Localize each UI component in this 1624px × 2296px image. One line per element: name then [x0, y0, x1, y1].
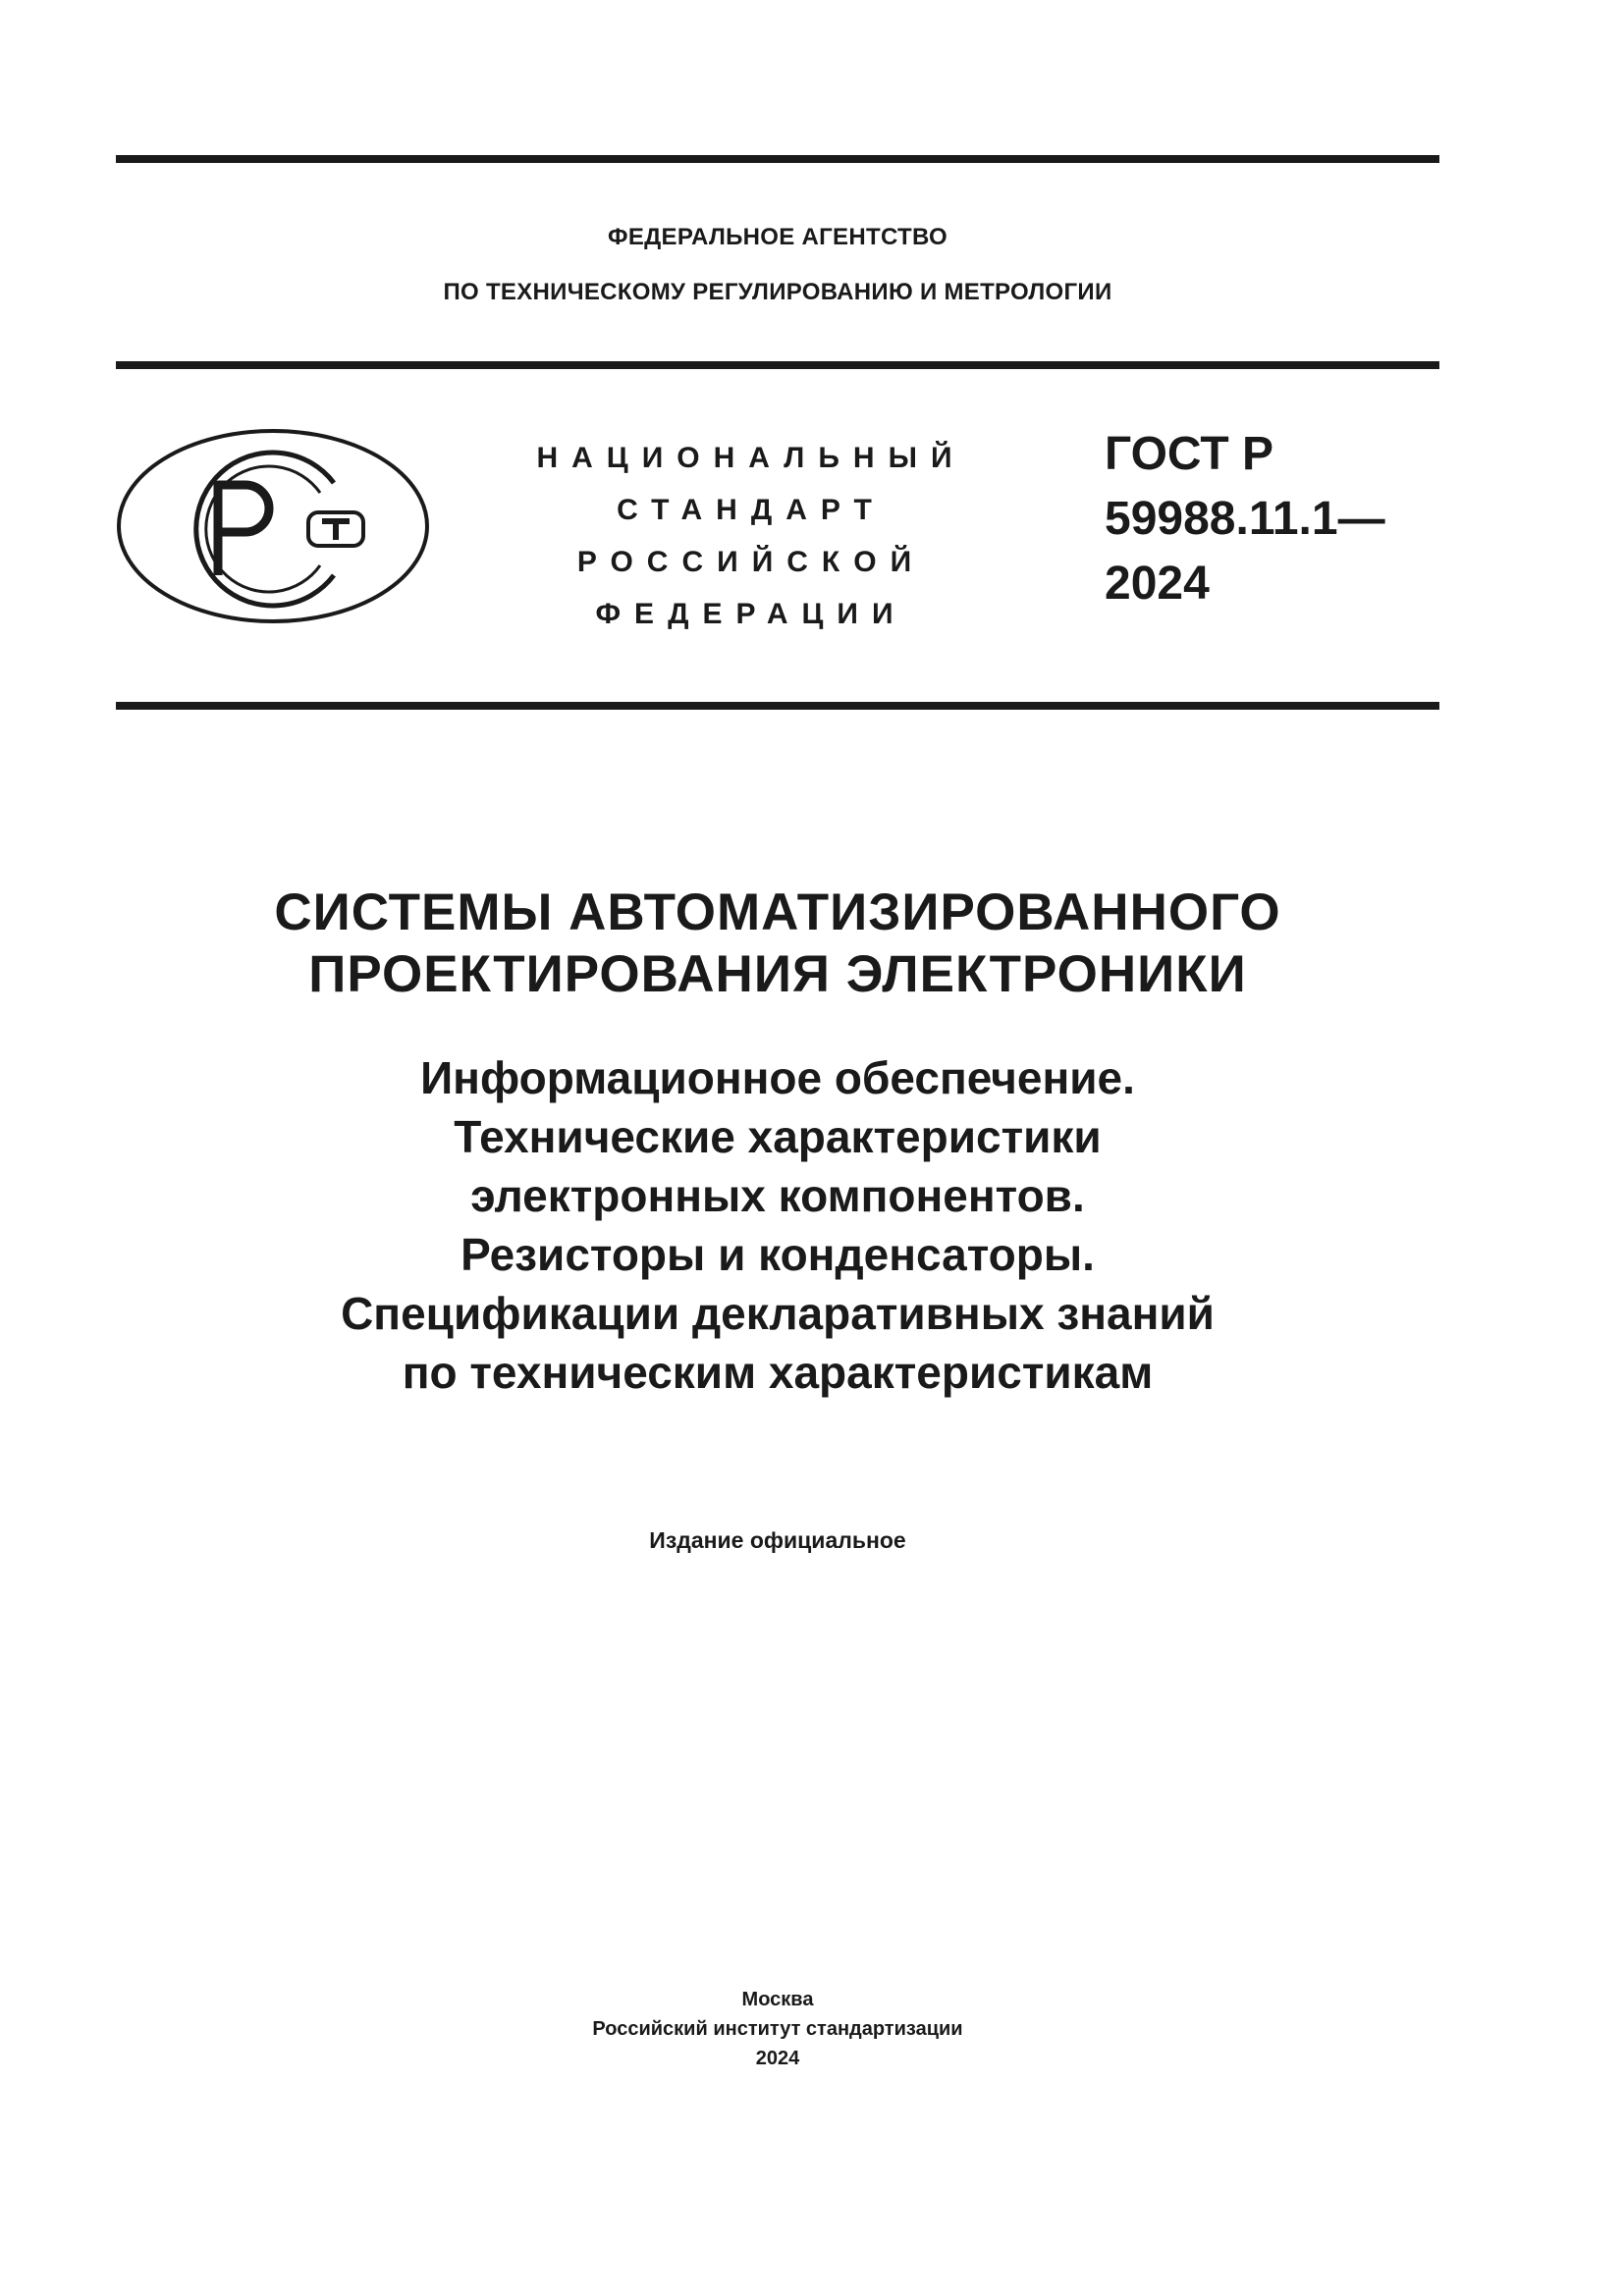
title-line-2: ПРОЕКТИРОВАНИЯ ЭЛЕКТРОНИКИ: [308, 945, 1247, 1003]
imprint-year: 2024: [755, 2048, 800, 2069]
imprint-block: [116, 1985, 1439, 2073]
subtitle-line: Резисторы и конденсаторы.: [460, 1229, 1095, 1280]
edition-label: Издание официальное: [649, 1527, 906, 1553]
imprint-city: Москва: [741, 1989, 814, 2010]
rst-gost-mark-icon: [116, 428, 430, 624]
imprint-publisher: Российский институт стандартизации: [592, 2018, 963, 2040]
designation-line-3: 2024: [1105, 558, 1210, 610]
top-rule: [116, 155, 1439, 163]
header-bottom-rule: [116, 702, 1439, 710]
document-title: [116, 881, 1439, 1005]
designation-line-2: 59988.11.1—: [1105, 493, 1385, 545]
standard-type-line: ФЕДЕРАЦИИ: [595, 598, 907, 630]
title-line-1: СИСТЕМЫ АВТОМАТИЗИРОВАННОГО: [274, 883, 1281, 941]
standard-type-line: НАЦИОНАЛЬНЫЙ: [536, 442, 966, 474]
header-rule: [116, 361, 1439, 369]
subtitle-line: электронных компонентов.: [470, 1170, 1085, 1221]
subtitle-line: Спецификации декларативных знаний: [341, 1288, 1215, 1339]
standard-designation: [1105, 422, 1438, 616]
agency-line-2: ПО ТЕХНИЧЕСКОМУ РЕГУЛИРОВАНИЮ И МЕТРОЛОГИИ: [443, 279, 1112, 305]
document-subtitle: [116, 1048, 1439, 1402]
subtitle-line: по техническим характеристикам: [402, 1347, 1154, 1398]
standard-type-line: СТАНДАРТ: [617, 494, 886, 526]
standard-type-block: [530, 432, 972, 640]
subtitle-line: Информационное обеспечение.: [420, 1052, 1135, 1103]
designation-line-1: ГОСТ Р: [1105, 428, 1274, 480]
subtitle-line: Технические характеристики: [454, 1111, 1102, 1162]
standard-type-line: РОССИЙСКОЙ: [576, 546, 926, 578]
agency-line-1: ФЕДЕРАЛЬНОЕ АГЕНТСТВО: [608, 224, 947, 250]
